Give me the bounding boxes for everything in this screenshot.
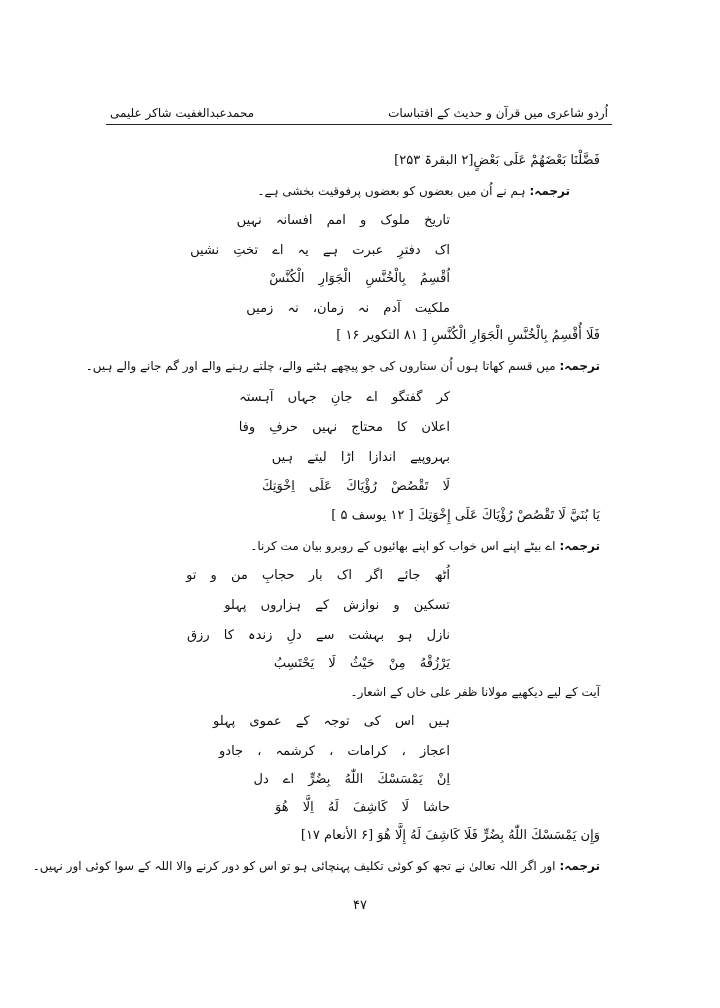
translation-label: ترجمہ: <box>559 359 600 373</box>
verse-line: تاریخ ملوک و امم افسانہ نہیں <box>236 213 450 228</box>
verse-line: ہیں اس کی توجہ کے عموی پہلو <box>213 714 450 729</box>
translation-1 <box>258 182 570 200</box>
verse-line: اِنْ يَمْسَسْكَ اللّٰهُ بِضُرٍّ اے دل <box>253 772 450 787</box>
quran-quote-2: فَلَا أُقْسِمُ بِالْخُنَّسِ الْجَوَارِ الْكُنَّسِ [ ۸۱ التکویر ۱۶ ] <box>336 328 600 343</box>
verse-line: تسکین و نوازش کے ہزاروں پہلو <box>224 598 450 613</box>
translation-2 <box>86 357 600 375</box>
translation-text: اے بیٹے اپنے اس خواب کو اپنے بھائیوں کے روبرو بیان مت کرنا۔ <box>250 539 556 553</box>
verse-line: اُٹھ جائے اگر اک بار حجابِ من و تو <box>186 568 450 583</box>
translation-4 <box>33 857 600 875</box>
verse-line: اُقْسِمُ بِالْخُنَّسِ الْجَوَارِ الْكُنَّسْ <box>269 271 450 286</box>
translation-label: ترجمہ: <box>559 859 600 873</box>
verse-line: بہروپیے اندازا اڑا لیتے ہیں <box>271 450 450 465</box>
verse-line: اعجاز ، کرامات ، کرشمہ ، جادو <box>219 744 450 759</box>
verse-line: لَا تَقْصُصْ رُؤْيَاكَ عَلَى اِخْوَتِكَ <box>261 479 450 494</box>
section-intro: آیت کے لیے دیکھیے مولانا ظفر علی خاں کے اشعار۔ <box>350 685 600 699</box>
verse-line: کر گفتگو اے جانِ جہاں آہستہ <box>239 390 450 405</box>
verse-line: حاشا لَا كَاشِفَ لَهُ اِلَّا هُوَ <box>275 800 450 815</box>
header-author: محمدعبدالغفیت شاکر علیمی <box>110 106 255 120</box>
verse-line: يَرْزُقْهُ مِنْ حَيْثُ لَا يَحْتَسِبُ <box>273 656 450 671</box>
verse-line: اک دفترِ عبرت ہے یہ اے تختِ نشیں <box>190 243 450 258</box>
page-number: ۴۷ <box>353 898 367 913</box>
translation-label: ترجمہ: <box>559 539 600 553</box>
translation-3 <box>250 537 600 555</box>
verse-line: اعلان کا محتاج نہیں حرفِ وفا <box>238 420 450 435</box>
quran-quote-1: فَضَّلْنَا بَعْضَهُمْ عَلَى بَعْضٍ[۲ البقرۃ ۲۵۳] <box>394 153 600 168</box>
header-divider <box>106 124 612 125</box>
translation-text: اور اگر اللہ تعالیٰ نے تجھ کو کوئی تکلیف پہنچائی ہو تو اس کو دور کرنے والا اللہ کے سوا کوئی اور نہیں۔ <box>32 859 556 873</box>
quran-quote-3: يَا بُنَيَّ لَا تَقْصُصْ رُؤْيَاكَ عَلَى إِخْوَتِكَ [ ۱۲ یوسف ۵ ] <box>331 508 600 523</box>
translation-text: ہم نے اُن میں بعضوں کو بعضوں پرفوقیت بخشی ہے۔ <box>257 184 526 198</box>
translation-text: میں قسم کھاتا ہوں اُن ستاروں کی جو پیچھے ہٹنے والے، چلتے رہنے والے اور گم جانے والے ہیں۔ <box>85 359 556 373</box>
verse-line: نازل ہو بہشت سے دلِ زندہ کا رزق <box>186 628 450 643</box>
translation-label: ترجمہ: <box>529 184 570 198</box>
verse-line: ملکیت آدم نہ زمان، نہ زمیں <box>246 301 450 316</box>
header-book-title: اُردو شاعری میں قرآن و حدیث کے اقتباسات <box>388 106 608 120</box>
quran-quote-4: وَإِن يَمْسَسْكَ اللّٰهُ بِضُرٍّ فَلَا كَاشِفَ لَهُ إِلَّا هُوَ [۶ الأنعام ۱۷] <box>300 828 600 843</box>
